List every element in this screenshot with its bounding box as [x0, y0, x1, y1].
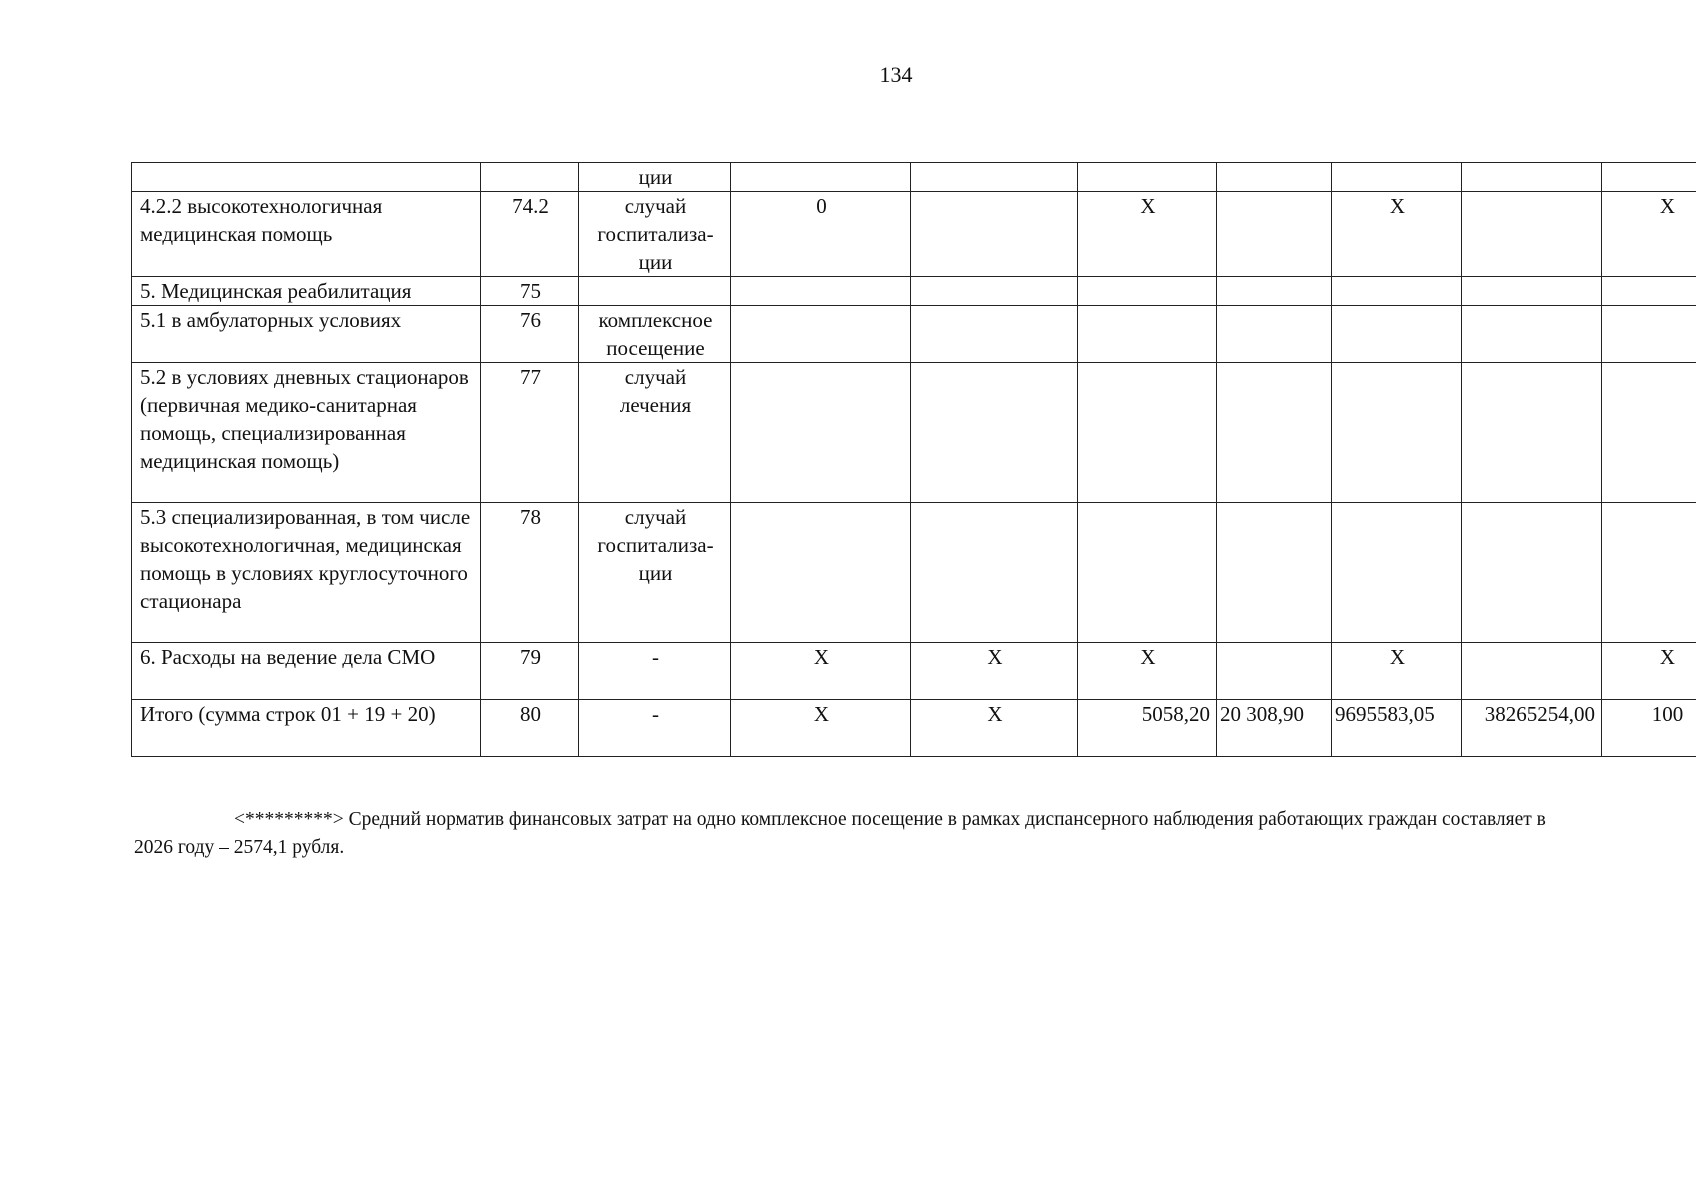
- table-row: [132, 503, 1696, 643]
- value-cell: [1217, 643, 1332, 700]
- value-cell: [1078, 363, 1217, 503]
- row-name-cell: Итого (сумма строк 01 + 19 + 20): [132, 700, 481, 757]
- value-cell: 20 308,90: [1217, 700, 1332, 757]
- value-cell: [911, 503, 1078, 643]
- row-number-cell: 78: [481, 503, 579, 643]
- value-cell: [731, 163, 911, 192]
- value-cell: [1217, 363, 1332, 503]
- table-row: [132, 277, 1696, 306]
- row-number-cell: 75: [481, 277, 579, 306]
- table-row: [132, 192, 1696, 277]
- value-cell: [731, 277, 911, 306]
- table-row: [132, 643, 1696, 700]
- value-cell: Х: [1602, 643, 1696, 700]
- value-cell: [731, 306, 911, 363]
- row-name-cell: 5.3 специализированная, в том числе высокотехнологичная, медицинская помощь в условиях круглосуточного стационара: [132, 503, 481, 643]
- value-cell: Х: [731, 700, 911, 757]
- table-row: [132, 363, 1696, 503]
- page-number: 134: [879, 62, 913, 87]
- table-row: [132, 700, 1696, 757]
- value-cell: [1217, 306, 1332, 363]
- value-cell: Х: [911, 700, 1078, 757]
- value-cell: [1462, 503, 1602, 643]
- value-cell: [1217, 503, 1332, 643]
- row-name-cell: 4.2.2 высокотехнологичная медицинская помощь: [132, 192, 481, 277]
- value-cell: 38265254,00: [1462, 700, 1602, 757]
- row-name-cell: [132, 163, 481, 192]
- value-cell: [731, 363, 911, 503]
- value-cell: [1462, 306, 1602, 363]
- value-cell: [911, 163, 1078, 192]
- value-cell: [911, 306, 1078, 363]
- table-container: [131, 162, 1696, 757]
- row-number-cell: 74.2: [481, 192, 579, 277]
- row-number-cell: 76: [481, 306, 579, 363]
- value-cell: [1462, 643, 1602, 700]
- value-cell: [1332, 363, 1462, 503]
- row-name-cell: 5.2 в условиях дневных стационаров (первичная медико-санитарная помощь, специализированная медицинская помощь): [132, 363, 481, 503]
- value-cell: 9695583,05: [1332, 700, 1462, 757]
- unit-cell: случай лечения: [579, 363, 731, 503]
- value-cell: [1332, 306, 1462, 363]
- value-cell: [1078, 503, 1217, 643]
- value-cell: [1332, 277, 1462, 306]
- unit-cell: -: [579, 643, 731, 700]
- value-cell: [1462, 192, 1602, 277]
- value-cell: [1217, 192, 1332, 277]
- value-cell: 0: [731, 192, 911, 277]
- value-cell: [911, 277, 1078, 306]
- value-cell: [1078, 277, 1217, 306]
- unit-cell: случай госпитализа-ции: [579, 503, 731, 643]
- value-cell: [1462, 163, 1602, 192]
- row-name-cell: 6. Расходы на ведение дела СМО: [132, 643, 481, 700]
- value-cell: Х: [911, 643, 1078, 700]
- value-cell: [1078, 306, 1217, 363]
- value-cell: Х: [731, 643, 911, 700]
- value-cell: [1332, 503, 1462, 643]
- value-cell: Х: [1078, 192, 1217, 277]
- financing-table: [131, 162, 1696, 757]
- value-cell: [1602, 306, 1696, 363]
- value-cell: Х: [1602, 192, 1696, 277]
- unit-cell: ции: [579, 163, 731, 192]
- unit-cell: -: [579, 700, 731, 757]
- row-number-cell: 79: [481, 643, 579, 700]
- value-cell: [1602, 277, 1696, 306]
- value-cell: [1217, 163, 1332, 192]
- row-number-cell: 80: [481, 700, 579, 757]
- value-cell: [1602, 163, 1696, 192]
- value-cell: [1462, 277, 1602, 306]
- footnote: [134, 806, 1554, 862]
- value-cell: Х: [1078, 643, 1217, 700]
- footnote-text: <*********> Средний норматив финансовых затрат на одно комплексное посещение в рамках диспансерного наблюдения работающих граждан составляет в 2026 году – 2574,1 рубля.: [134, 809, 1546, 858]
- value-cell: 5058,20: [1078, 700, 1217, 757]
- value-cell: 100: [1602, 700, 1696, 757]
- unit-cell: комплексное посещение: [579, 306, 731, 363]
- value-cell: [911, 363, 1078, 503]
- value-cell: [1602, 363, 1696, 503]
- row-name-cell: 5.1 в амбулаторных условиях: [132, 306, 481, 363]
- unit-cell: случай госпитализа-ции: [579, 192, 731, 277]
- value-cell: [1602, 503, 1696, 643]
- row-name-cell: 5. Медицинская реабилитация: [132, 277, 481, 306]
- value-cell: [731, 503, 911, 643]
- value-cell: [1217, 277, 1332, 306]
- row-number-cell: [481, 163, 579, 192]
- value-cell: Х: [1332, 192, 1462, 277]
- row-number-cell: 77: [481, 363, 579, 503]
- value-cell: [1462, 363, 1602, 503]
- value-cell: [1078, 163, 1217, 192]
- table-row: [132, 306, 1696, 363]
- table-row: [132, 163, 1696, 192]
- value-cell: [911, 192, 1078, 277]
- value-cell: Х: [1332, 643, 1462, 700]
- value-cell: [1332, 163, 1462, 192]
- unit-cell: [579, 277, 731, 306]
